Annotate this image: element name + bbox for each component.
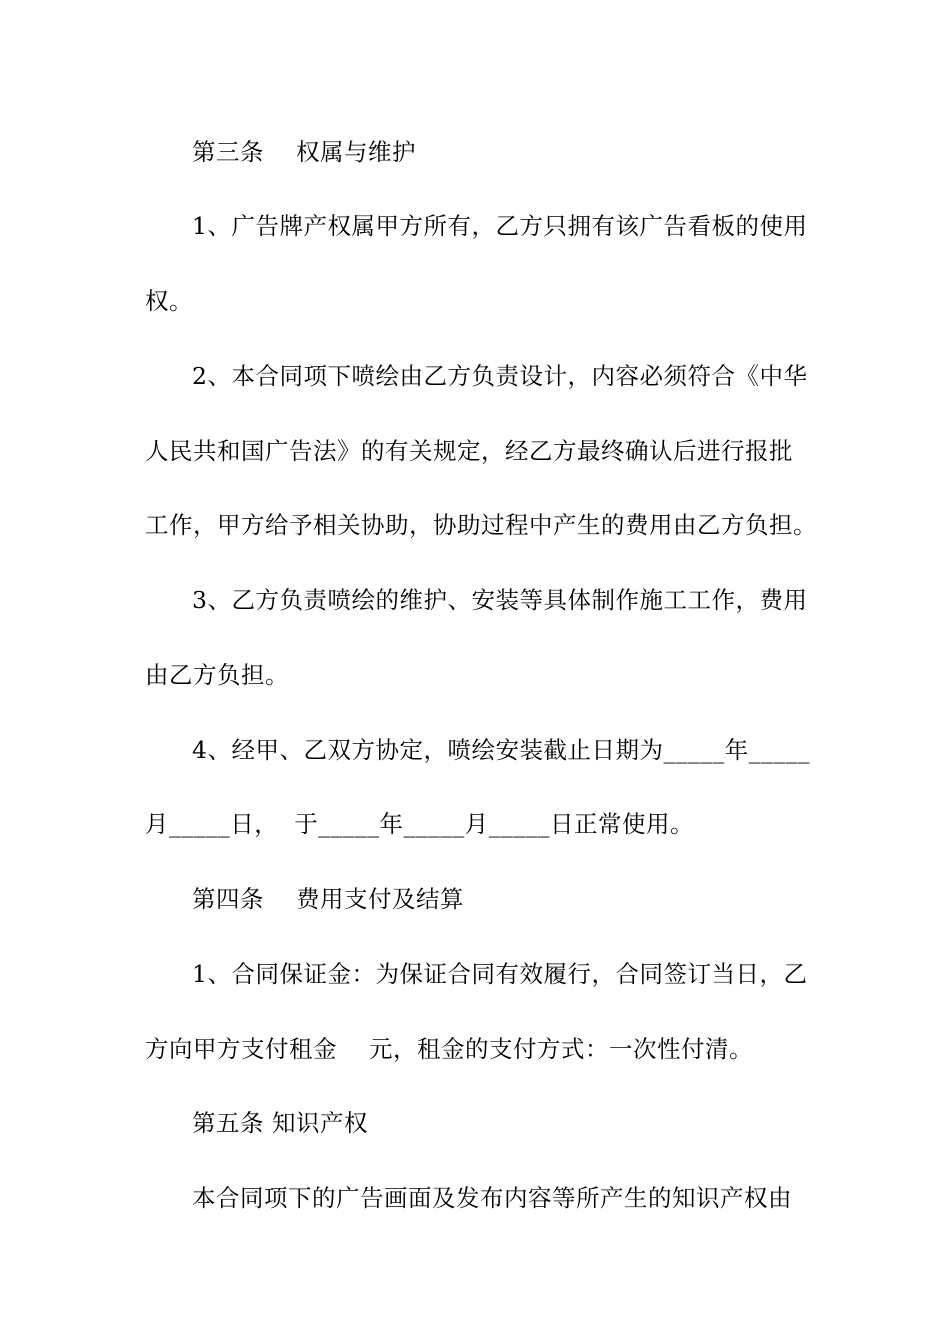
paragraph-line: 4、经甲、乙双方协定，喷绘安装截止日期为_____年_____ — [192, 736, 810, 764]
paragraph-line: 3、乙方负责喷绘的维护、安装等具体制作施工工作，费用 — [192, 586, 808, 614]
paragraph-line: 2、本合同项下喷绘由乙方负责设计，内容必须符合《中华 — [192, 362, 808, 390]
paragraph-line: 工作，甲方给予相关协助，协助过程中产生的费用由乙方负担。 — [145, 511, 817, 539]
paragraph-line: 方向甲方支付租金 元，租金的支付方式：一次性付清。 — [145, 1035, 753, 1063]
paragraph-line: 由乙方负担。 — [145, 661, 289, 689]
paragraph-line: 本合同项下的广告画面及发布内容等所产生的知识产权由 — [192, 1184, 792, 1212]
article-4-heading: 第四条 费用支付及结算 — [192, 885, 464, 913]
article-3-heading: 第三条 权属与维护 — [192, 138, 416, 166]
paragraph-line: 月_____日， 于_____年_____月_____日正常使用。 — [145, 810, 694, 838]
paragraph-line: 1、合同保证金：为保证合同有效履行，合同签订当日，乙 — [192, 960, 808, 988]
paragraph-line: 1、广告牌产权属甲方所有，乙方只拥有该广告看板的使用 — [192, 212, 808, 240]
paragraph-line: 权。 — [145, 287, 193, 315]
paragraph-line: 人民共和国广告法》的有关规定，经乙方最终确认后进行报批 — [145, 437, 793, 465]
article-5-heading: 第五条 知识产权 — [192, 1109, 368, 1137]
